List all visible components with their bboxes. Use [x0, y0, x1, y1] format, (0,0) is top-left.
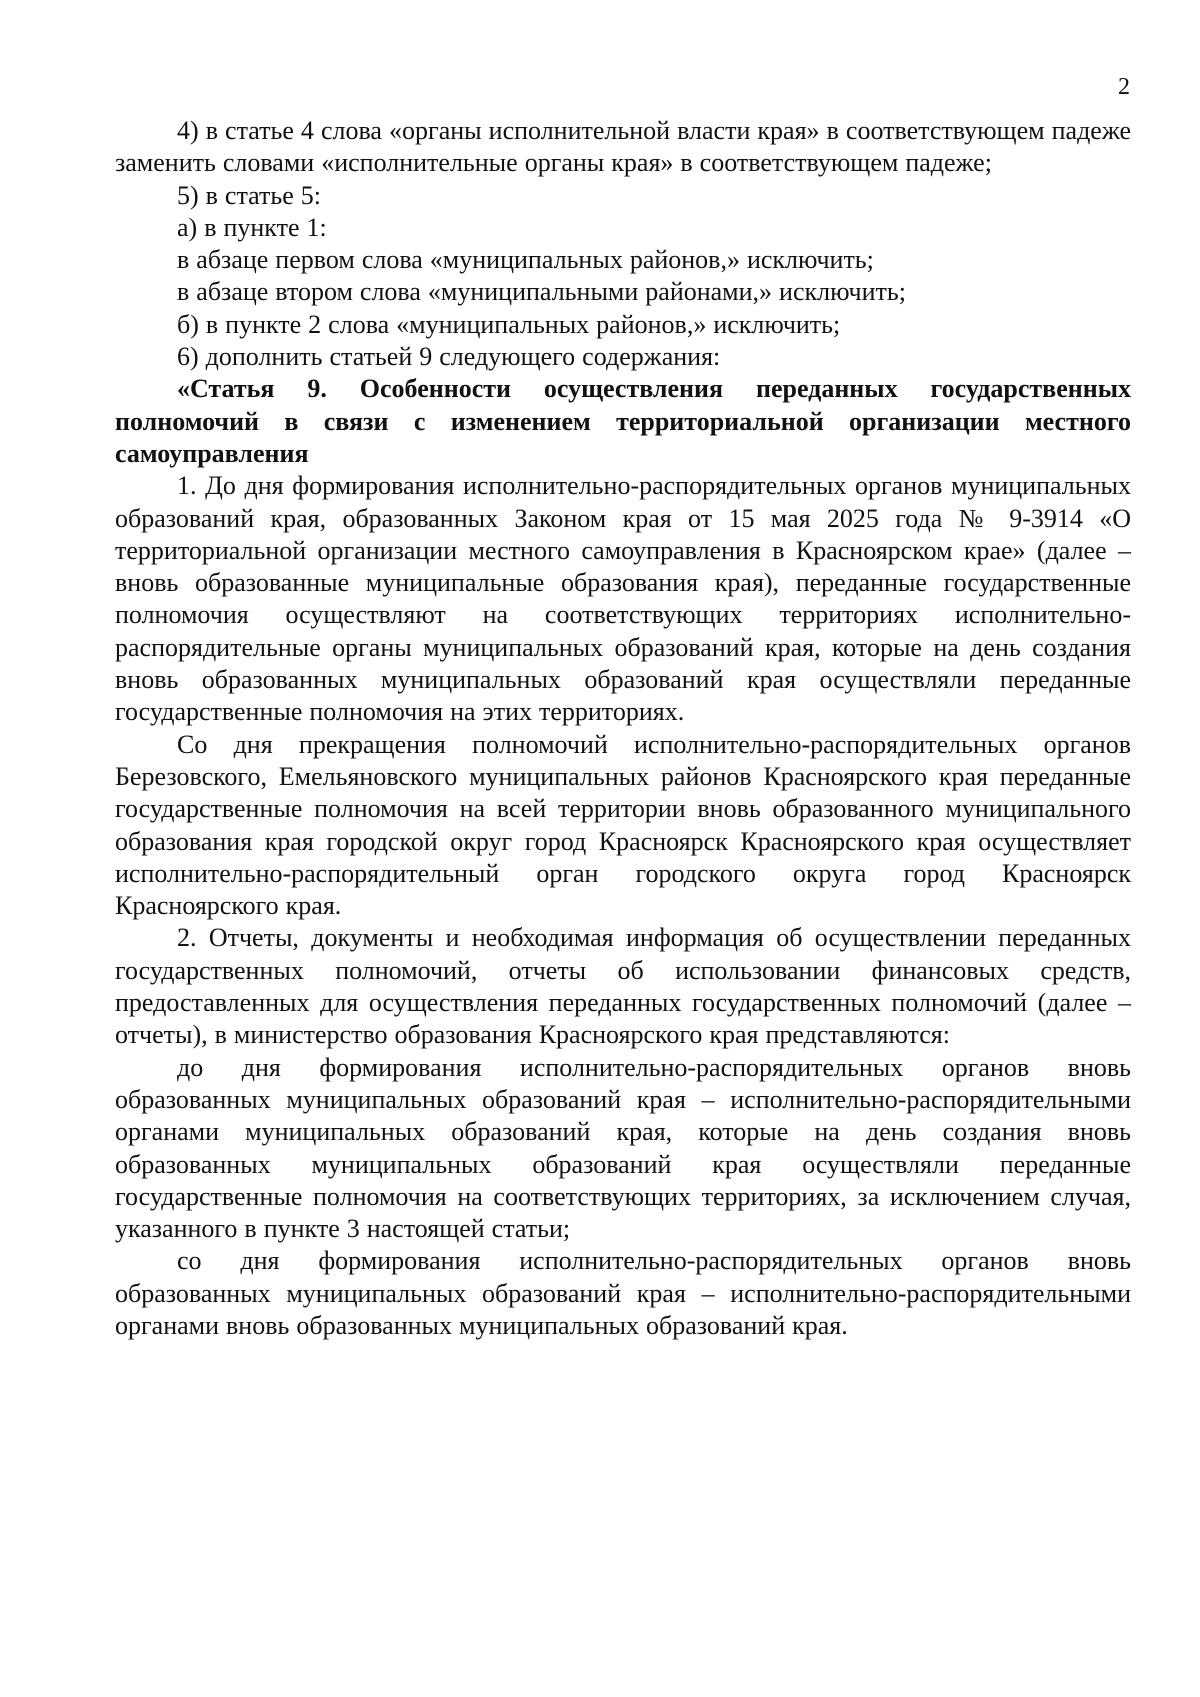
page-number: 2	[1118, 74, 1130, 100]
article-9-point-2-before-formation: до дня формирования исполнительно-распорядительных органов вновь образованных муниципальных образований края – исполнительно-распорядительными органами муниципальных образований края, которые на день создания вновь образованных муниципальных образований края осуществляли переданные государственные полномочия на соответствующих территориях, за исключением случая, указанного в пункте 3 настоящей статьи;	[115, 1052, 1131, 1244]
article-9-point-1: 1. До дня формирования исполнительно-распорядительных органов муниципальных образований края, образованных Законом края от 15 мая 2025 года № 9-3914 «О территориальной организации местного самоуправления в Красноярском крае» (далее – вновь образованные муниципальные образования края), переданные государственные полномочия осуществляют на соответствующих территориях исполнительно-распорядительные органы муниципальных образований края, которые на день создания вновь образованных муниципальных образований края осуществляли переданные государственные полномочия на этих территориях.	[115, 471, 1131, 727]
document-body	[115, 115, 1131, 1342]
paragraph-item-5: 5) в статье 5:	[177, 180, 322, 210]
article-9-point-2: 2. Отчеты, документы и необходимая информация об осуществлении переданных государственных полномочий, отчеты об использовании финансовых средств, предоставленных для осуществления переданных государственных полномочий (далее – отчеты), в министерство образования Красноярского края представляются:	[115, 923, 1131, 1050]
paragraph-abzac-second: в абзаце втором слова «муниципальными районами,» исключить;	[177, 277, 906, 307]
article-9-point-1-second-paragraph: Со дня прекращения полномочий исполнительно-распорядительных органов Березовского, Емельяновского муниципальных районов Красноярского края переданные государственные полномочия на всей территории вновь образованного муниципального образования края городской округ город Красноярск Красноярского края осуществляет исполнительно-распорядительный орган городского округа город Красноярск Красноярского края.	[115, 729, 1131, 921]
article-9-heading: «Статья 9. Особенности осуществления переданных государственных полномочий в связи с изменением территориальной организации местного самоуправления	[115, 374, 1131, 468]
paragraph-abzac-first: в абзаце первом слова «муниципальных районов,» исключить;	[177, 245, 874, 275]
paragraph-item-5b: б) в пункте 2 слова «муниципальных районов,» исключить;	[177, 309, 841, 339]
paragraph-item-4: 4) в статье 4 слова «органы исполнительной власти края» в соответствующем падеже заменить словами «исполнительные органы края» в соответствующем падеже;	[115, 116, 1131, 178]
paragraph-item-5a: а) в пункте 1:	[177, 212, 327, 242]
paragraph-item-6: 6) дополнить статьей 9 следующего содержания:	[177, 342, 721, 372]
article-9-point-2-after-formation: со дня формирования исполнительно-распорядительных органов вновь образованных муниципальных образований края – исполнительно-распорядительными органами вновь образованных муниципальных образований края.	[115, 1246, 1131, 1340]
